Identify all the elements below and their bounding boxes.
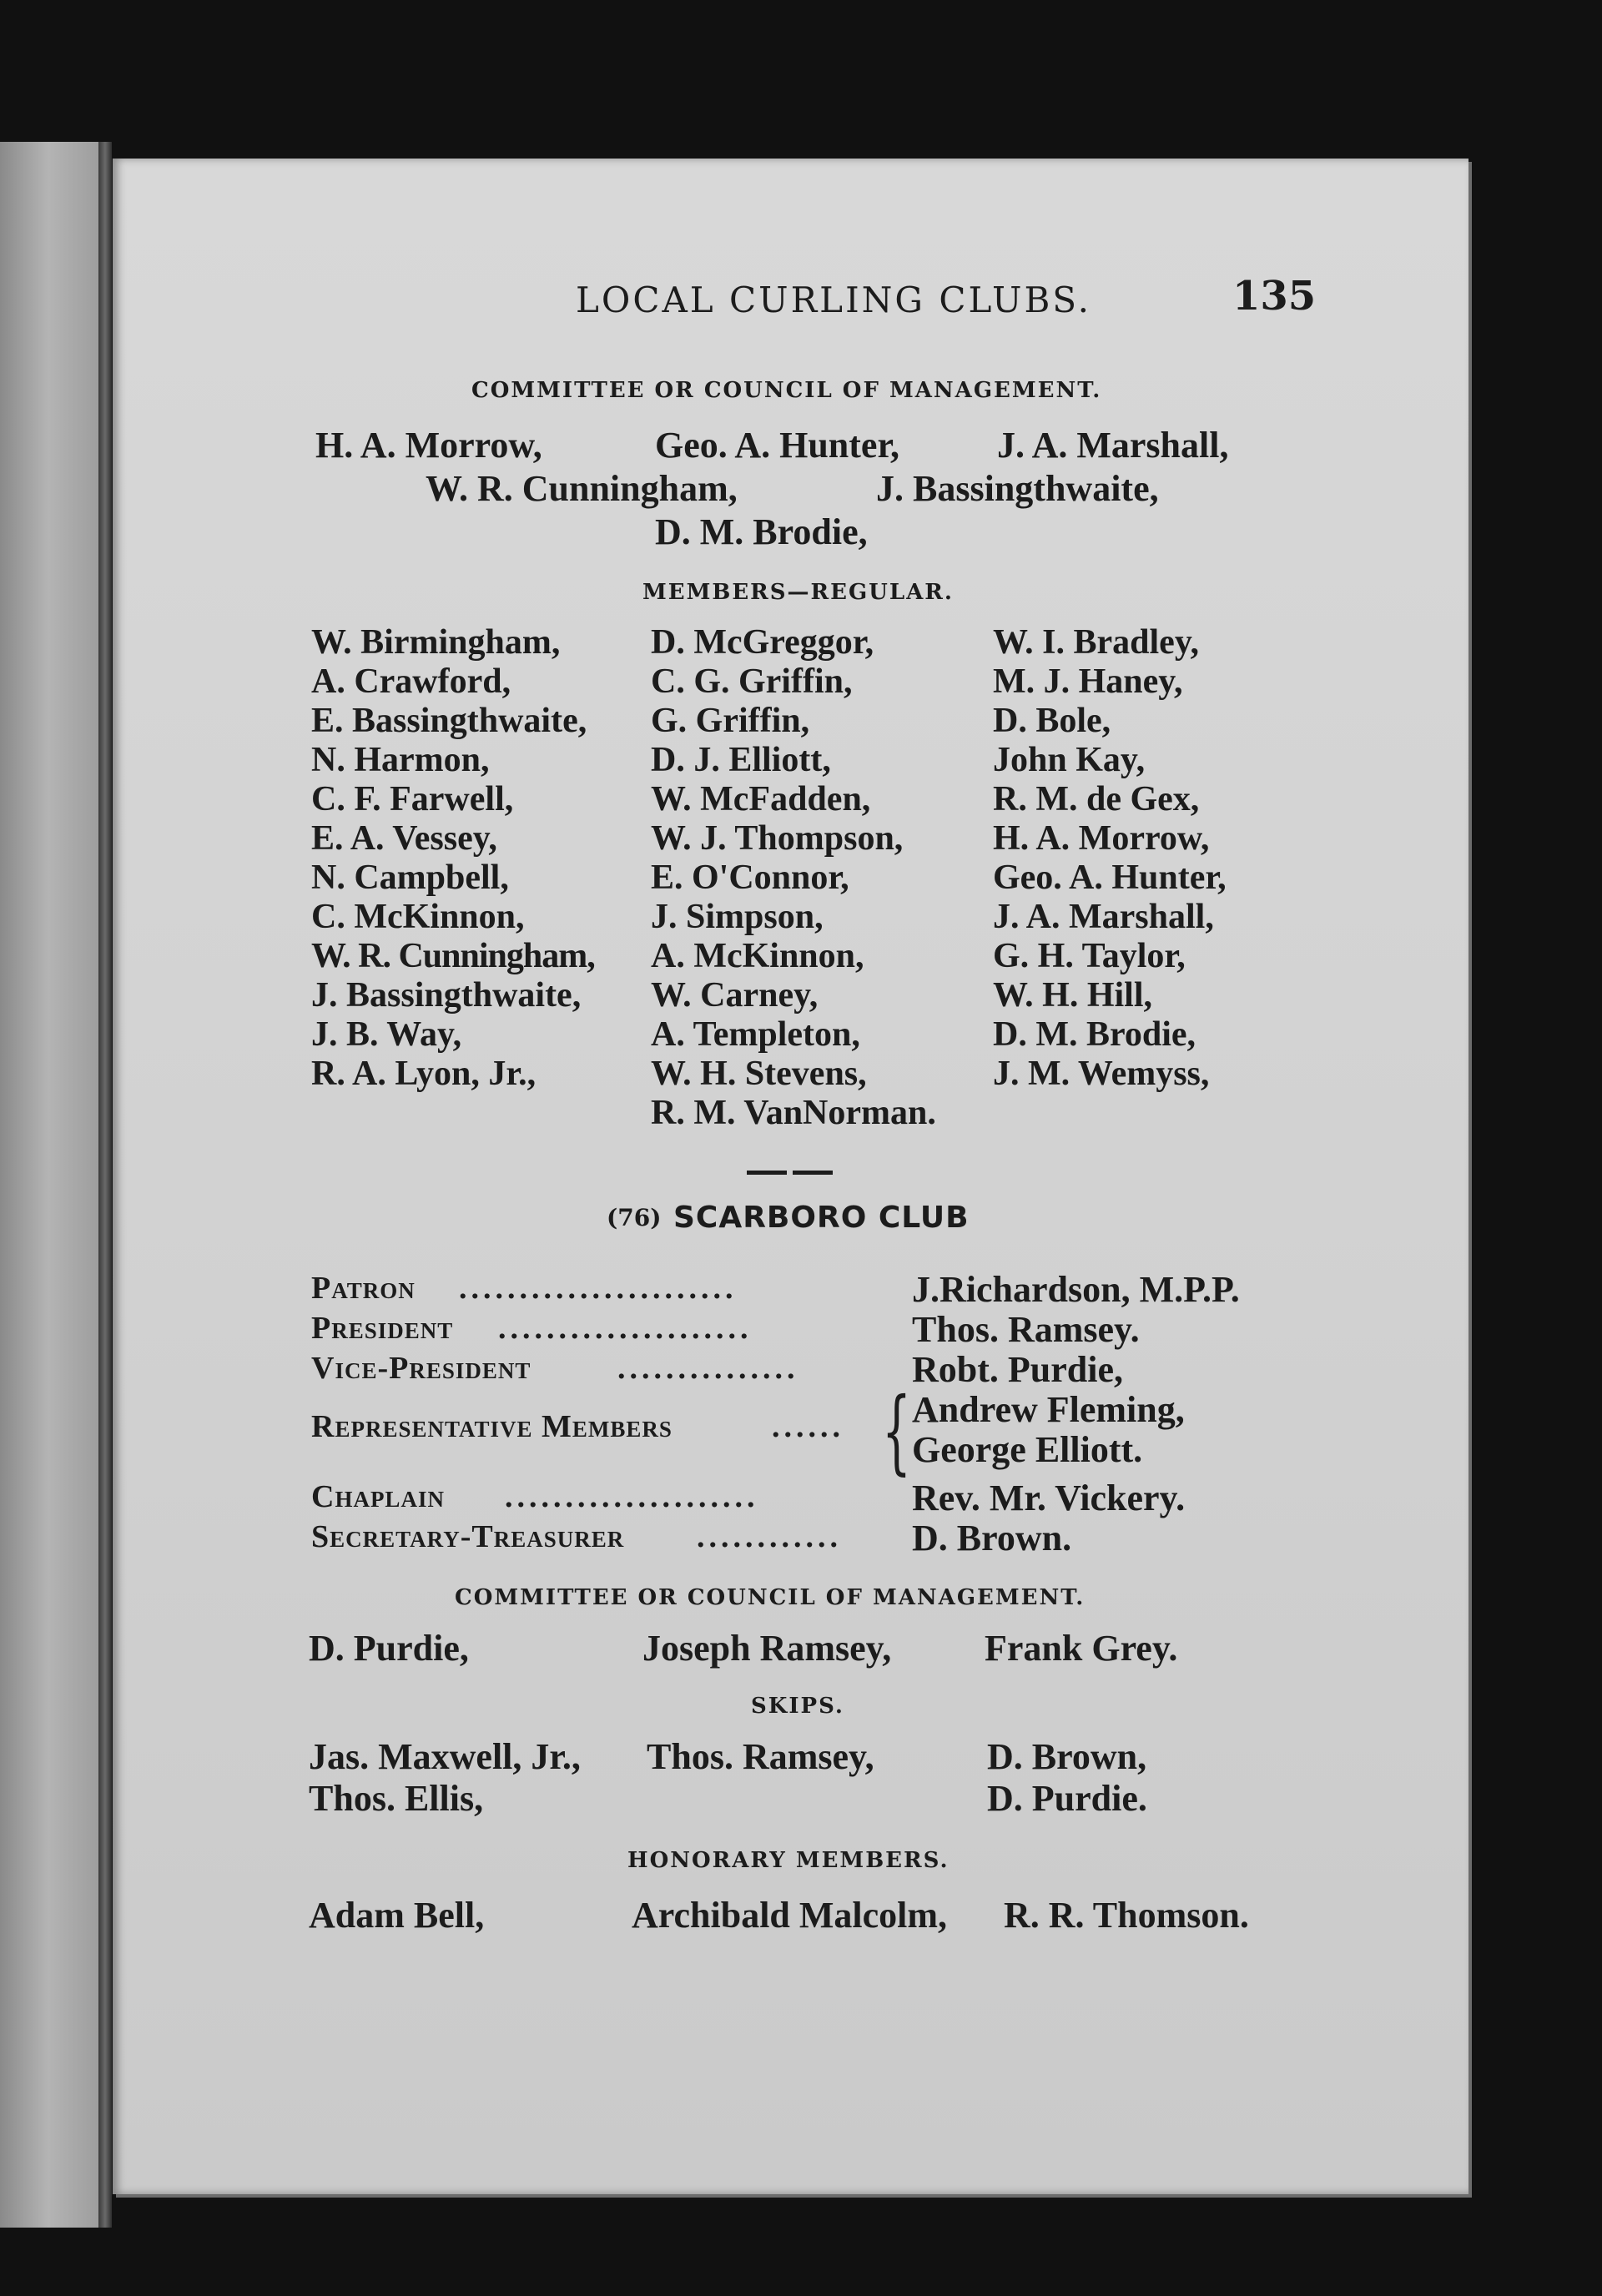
club-number: (76) <box>607 1204 662 1231</box>
committee-name: H. A. Morrow, <box>315 425 542 466</box>
officer-name: D. Brown. <box>912 1518 1072 1558</box>
skip-name: D. Brown, <box>987 1736 1147 1777</box>
member-name: C. McKinnon, <box>311 898 525 936</box>
member-name: C. G. Griffin, <box>651 662 853 701</box>
skips-heading: SKIPS. <box>751 1694 844 1719</box>
member-name: C. F. Farwell, <box>311 780 514 818</box>
committee-name: Frank Grey. <box>985 1628 1178 1669</box>
member-name: J. B. Way, <box>311 1015 462 1054</box>
honorary-member: Adam Bell, <box>309 1895 485 1936</box>
leader-dots: ..................... <box>505 1479 759 1514</box>
left-page-edge <box>0 142 107 2228</box>
member-name: J. M. Wemyss, <box>993 1055 1210 1093</box>
book-spine <box>98 142 112 2228</box>
office-label: President <box>311 1311 454 1346</box>
member-name: D. Bole, <box>993 702 1111 740</box>
member-name: M. J. Haney, <box>993 662 1183 701</box>
committee-name: Geo. A. Hunter, <box>655 425 899 466</box>
book-page <box>113 159 1468 2194</box>
committee-heading: COMMITTEE OR COUNCIL OF MANAGEMENT. <box>471 378 1102 403</box>
member-name: Geo. A. Hunter, <box>993 858 1227 897</box>
committee-name: D. M. Brodie, <box>655 511 868 552</box>
committee-name: D. Purdie, <box>309 1628 469 1669</box>
member-name: A. Templeton, <box>651 1015 860 1054</box>
officer-name: Thos. Ramsey. <box>912 1309 1140 1350</box>
member-name: D. M. Brodie, <box>993 1015 1196 1054</box>
page-number: 135 <box>1232 273 1317 320</box>
member-name: W. R. Cunningham, <box>311 937 595 975</box>
member-name: W. J. Thompson, <box>651 819 904 858</box>
member-name: W. H. Stevens, <box>651 1055 867 1093</box>
member-name: R. M. VanNorman. <box>651 1094 936 1132</box>
member-name: D. J. Elliott, <box>651 741 831 779</box>
skip-name: Thos. Ramsey, <box>647 1736 874 1777</box>
officer-name: J.Richardson, M.P.P. <box>912 1269 1240 1310</box>
member-name: J. Bassingthwaite, <box>311 976 582 1015</box>
leader-dots: ............ <box>697 1519 842 1554</box>
section-divider <box>747 1171 787 1175</box>
skip-name: D. Purdie. <box>987 1778 1147 1819</box>
section-divider <box>793 1171 833 1175</box>
member-name: E. O'Connor, <box>651 858 849 897</box>
leader-dots: ....................... <box>459 1271 738 1306</box>
member-name: W. I. Bradley, <box>993 623 1199 662</box>
committee-name: J. Bassingthwaite, <box>876 468 1159 509</box>
member-name: E. Bassingthwaite, <box>311 702 587 740</box>
member-name: J. A. Marshall, <box>993 898 1214 936</box>
office-label: Secretary-Treasurer <box>311 1519 625 1554</box>
member-name: G. H. Taylor, <box>993 937 1186 975</box>
member-name: N. Campbell, <box>311 858 509 897</box>
member-name: E. A. Vessey, <box>311 819 497 858</box>
leader-dots: ............... <box>617 1351 799 1386</box>
club-name: SCARBORO CLUB <box>673 1201 970 1235</box>
running-title: LOCAL CURLING CLUBS. <box>576 279 1091 320</box>
member-name: R. M. de Gex, <box>993 780 1200 818</box>
office-label: Chaplain <box>311 1479 445 1514</box>
committee-name: W. R. Cunningham, <box>426 468 738 509</box>
office-label: Representative Members <box>311 1409 673 1444</box>
member-name: W. H. Hill, <box>993 976 1152 1015</box>
member-name: H. A. Morrow, <box>993 819 1210 858</box>
member-name: W. McFadden, <box>651 780 871 818</box>
honorary-member: Archibald Malcolm, <box>632 1895 948 1936</box>
officer-name: Robt. Purdie, <box>912 1349 1123 1390</box>
office-label: Vice-President <box>311 1351 531 1386</box>
honorary-member: R. R. Thomson. <box>1004 1895 1249 1936</box>
officer-name: George Elliott. <box>912 1429 1143 1470</box>
skip-name: Jas. Maxwell, Jr., <box>309 1736 581 1777</box>
honorary-heading: HONORARY MEMBERS. <box>627 1848 950 1873</box>
member-name: A. Crawford, <box>311 662 511 701</box>
member-name: R. A. Lyon, Jr., <box>311 1055 537 1093</box>
member-name: D. McGreggor, <box>651 623 874 662</box>
committee-name: Joseph Ramsey, <box>642 1628 892 1669</box>
skip-name: Thos. Ellis, <box>309 1778 484 1819</box>
leader-dots: ..................... <box>498 1311 753 1346</box>
committee-name: J. A. Marshall, <box>997 425 1229 466</box>
member-name: W. Birmingham, <box>311 623 561 662</box>
office-label: Patron <box>311 1271 416 1306</box>
member-name: John Kay, <box>993 741 1146 779</box>
officer-name: Rev. Mr. Vickery. <box>912 1478 1186 1518</box>
officer-name: Andrew Fleming, <box>912 1389 1185 1430</box>
leader-dots: ...... <box>772 1409 844 1444</box>
member-name: N. Harmon, <box>311 741 490 779</box>
brace: { <box>882 1377 911 1484</box>
member-name: A. McKinnon, <box>651 937 864 975</box>
member-name: J. Simpson, <box>651 898 824 936</box>
members-regular-heading: MEMBERS—REGULAR. <box>642 580 954 605</box>
member-name: W. Carney, <box>651 976 819 1015</box>
member-name: G. Griffin, <box>651 702 810 740</box>
committee-heading: COMMITTEE OR COUNCIL OF MANAGEMENT. <box>455 1585 1086 1610</box>
